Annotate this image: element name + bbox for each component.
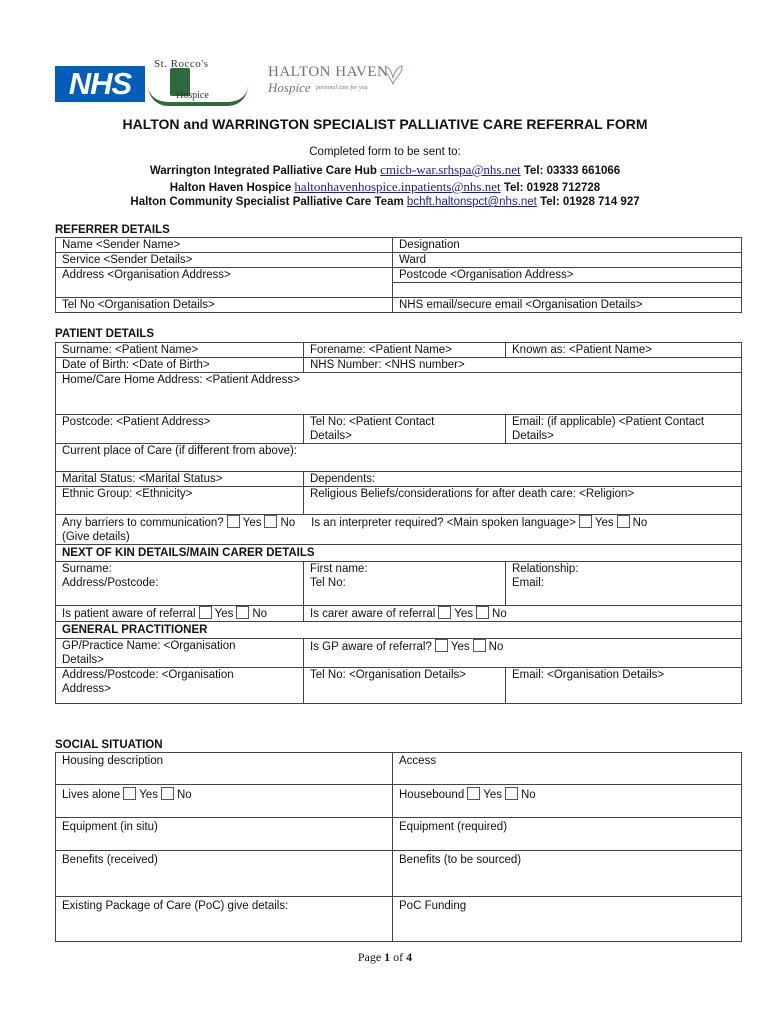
halton-haven-logo: [268, 64, 408, 100]
yes-label: Yes: [450, 641, 470, 653]
patient-aware-no-checkbox[interactable]: [236, 606, 249, 619]
housebound-field[interactable]: [393, 785, 742, 818]
referrer-table: [55, 237, 742, 313]
page-title: HALTON and WARRINGTON SPECIALIST PALLIATIVE CARE REFERRAL FORM: [122, 116, 648, 132]
contact-tel: Tel: 01928 714 927: [540, 196, 640, 208]
patient-current-place-field[interactable]: Current place of Care (if different from above):: [56, 444, 742, 472]
interpreter-yes-checkbox[interactable]: [579, 515, 592, 528]
no-label: No: [488, 641, 504, 653]
patient-aware-label: Is patient aware of referral: [62, 608, 196, 620]
patient-email-label: Email: (if applicable) <Patient Contact: [512, 416, 705, 428]
lives-alone-yes-checkbox[interactable]: [123, 787, 136, 800]
nok-surname-label: Surname:: [62, 563, 112, 575]
poc-field[interactable]: Existing Package of Care (PoC) give details:: [56, 897, 393, 942]
halton-logo-tagline: personal care for you: [316, 85, 368, 91]
footer-page-word: Page: [357, 950, 382, 964]
patient-tel-label-2: Details>: [310, 430, 352, 442]
patient-email-field[interactable]: [506, 415, 742, 444]
housebound-no-checkbox[interactable]: [505, 787, 518, 800]
gp-practice-label: GP/Practice Name: <Organisation: [62, 640, 236, 652]
referrer-address-field[interactable]: Address <Organisation Address>: [56, 268, 393, 298]
contact-name: Halton Community Specialist Palliative Care Team: [130, 196, 404, 208]
nok-address-label: Address/Postcode:: [62, 577, 159, 589]
contact-email-link[interactable]: bchft.haltonspct@nhs.net: [406, 196, 537, 208]
patient-known-as-field[interactable]: Known as: <Patient Name>: [506, 343, 742, 358]
patient-communication-field[interactable]: [56, 515, 742, 545]
st-roccos-hospice-logo: [148, 58, 248, 102]
equipment-required-field[interactable]: Equipment (required): [393, 818, 742, 851]
yes-label: Yes: [594, 517, 614, 529]
social-table: [55, 752, 742, 942]
patient-postcode-field[interactable]: Postcode: <Patient Address>: [56, 415, 304, 444]
carer-aware-label: Is carer aware of referral: [310, 608, 436, 620]
patient-aware-yes-checkbox[interactable]: [199, 606, 212, 619]
gp-email-field[interactable]: Email: <Organisation Details>: [506, 668, 742, 704]
contact-halton-community: [0, 196, 770, 208]
patient-religion-field[interactable]: Religious Beliefs/considerations for after death care: <Religion>: [304, 487, 742, 515]
referrer-email-field[interactable]: NHS email/secure email <Organisation Details>: [393, 298, 742, 313]
nok-email-label: Email:: [512, 577, 544, 589]
patient-tel-label: Tel No: <Patient Contact: [310, 416, 435, 428]
patient-forename-field[interactable]: Forename: <Patient Name>: [304, 343, 506, 358]
gp-practice-field[interactable]: [56, 639, 304, 668]
patient-ethnic-field[interactable]: Ethnic Group: <Ethnicity>: [56, 487, 304, 515]
no-label: No: [252, 608, 268, 620]
referrer-service-field[interactable]: Service <Sender Details>: [56, 253, 393, 268]
access-field[interactable]: Access: [393, 753, 742, 785]
nok-surname-field[interactable]: [56, 562, 304, 606]
benefits-received-field[interactable]: Benefits (received): [56, 851, 393, 897]
interpreter-label: Is an interpreter required? <Main spoken language>: [311, 517, 576, 529]
nok-relationship-label: Relationship:: [512, 563, 579, 575]
nok-first-name-field[interactable]: [304, 562, 506, 606]
gp-address-label-2: Address>: [62, 683, 111, 695]
lives-alone-label: Lives alone: [62, 789, 121, 801]
poc-funding-field[interactable]: PoC Funding: [393, 897, 742, 942]
gp-address-field[interactable]: [56, 668, 304, 704]
yes-label: Yes: [242, 517, 262, 529]
lives-alone-field[interactable]: [56, 785, 393, 818]
social-heading: SOCIAL SITUATION: [55, 739, 163, 751]
give-details-label: (Give details): [62, 531, 130, 543]
patient-table: [55, 342, 742, 704]
halton-logo-subtext: Hospice: [268, 80, 311, 95]
patient-heading: PATIENT DETAILS: [55, 328, 155, 340]
contact-tel: Tel: 03333 661066: [523, 165, 621, 177]
contact-warrington: [0, 162, 770, 178]
patient-dependents-field[interactable]: Dependents:: [304, 472, 742, 487]
patient-address-field[interactable]: Home/Care Home Address: <Patient Address>: [56, 373, 742, 415]
barriers-yes-checkbox[interactable]: [227, 515, 240, 528]
gp-address-label: Address/Postcode: <Organisation: [62, 669, 234, 681]
yes-label: Yes: [214, 608, 234, 620]
gp-aware-no-checkbox[interactable]: [473, 639, 486, 652]
contact-email-link[interactable]: haltonhavenhospice.inpatients@nhs.net: [294, 179, 501, 194]
nok-first-name-label: First name:: [310, 563, 368, 575]
lives-alone-no-checkbox[interactable]: [161, 787, 174, 800]
barriers-label: Any barriers to communication?: [62, 517, 224, 529]
nhs-logo: NHS: [55, 66, 145, 102]
patient-nhs-number-field[interactable]: NHS Number: <NHS number>: [304, 358, 742, 373]
contact-tel: Tel: 01928 712728: [503, 182, 601, 194]
no-label: No: [521, 789, 536, 801]
no-label: No: [280, 517, 296, 529]
footer-total-pages: 4: [406, 950, 413, 964]
footer-of-word: of: [393, 950, 404, 964]
page-footer: [0, 950, 770, 965]
referrer-heading: REFERRER DETAILS: [55, 224, 170, 236]
rocco-logo-subtext: Hospice: [176, 90, 209, 101]
nok-heading: NEXT OF KIN DETAILS/MAIN CARER DETAILS: [56, 545, 742, 562]
yes-label: Yes: [454, 608, 474, 620]
yes-label: Yes: [139, 789, 158, 801]
gp-aware-label: Is GP aware of referral?: [310, 641, 432, 653]
nok-tel-label: Tel No:: [310, 577, 346, 589]
gp-heading: GENERAL PRACTITIONER: [56, 622, 742, 639]
housebound-label: Housebound: [399, 789, 465, 801]
rocco-logo-text: St. Rocco's: [154, 58, 209, 70]
referrer-postcode-field[interactable]: Postcode <Organisation Address>: [393, 268, 742, 283]
referrer-designation-field[interactable]: Designation: [393, 238, 742, 253]
interpreter-no-checkbox[interactable]: [617, 515, 630, 528]
contact-name: Halton Haven Hospice: [169, 182, 292, 194]
gp-aware-field[interactable]: [304, 639, 742, 668]
patient-dob-field[interactable]: Date of Birth: <Date of Birth>: [56, 358, 304, 373]
barriers-no-checkbox[interactable]: [264, 515, 277, 528]
yes-label: Yes: [483, 789, 502, 801]
no-label: No: [492, 608, 507, 620]
housing-field[interactable]: Housing description: [56, 753, 393, 785]
equipment-situ-field[interactable]: Equipment (in situ): [56, 818, 393, 851]
patient-surname-field[interactable]: Surname: <Patient Name>: [56, 343, 304, 358]
patient-marital-field[interactable]: Marital Status: <Marital Status>: [56, 472, 304, 487]
send-intro: Completed form to be sent to:: [309, 146, 461, 158]
butterfly-icon: [382, 64, 404, 86]
gp-aware-yes-checkbox[interactable]: [435, 639, 448, 652]
footer-current-page: 1: [384, 950, 391, 964]
patient-tel-field[interactable]: [304, 415, 506, 444]
referrer-ward-field[interactable]: Ward: [393, 253, 742, 268]
gp-practice-label-2: Details>: [62, 654, 104, 666]
referrer-tel-field[interactable]: Tel No <Organisation Details>: [56, 298, 393, 313]
contact-halton-haven: [0, 179, 770, 195]
housebound-yes-checkbox[interactable]: [467, 787, 480, 800]
no-label: No: [176, 789, 192, 801]
no-label: No: [632, 517, 648, 529]
patient-aware-field[interactable]: [56, 606, 304, 622]
halton-logo-text: HALTON HAVEN: [268, 64, 389, 80]
nok-relationship-field[interactable]: [506, 562, 742, 606]
referrer-name-field[interactable]: Name <Sender Name>: [56, 238, 393, 253]
referrer-blank-field[interactable]: [393, 283, 742, 298]
contact-name: Warrington Integrated Palliative Care Hub: [149, 165, 377, 177]
benefits-sourced-field[interactable]: Benefits (to be sourced): [393, 851, 742, 897]
gp-tel-field[interactable]: Tel No: <Organisation Details>: [304, 668, 506, 704]
carer-aware-yes-checkbox[interactable]: [438, 606, 451, 619]
carer-aware-no-checkbox[interactable]: [476, 606, 489, 619]
contact-email-link[interactable]: cmicb-war.srhspa@nhs.net: [380, 162, 521, 177]
patient-email-label-2: Details>: [512, 430, 554, 442]
carer-aware-field[interactable]: [304, 606, 742, 622]
